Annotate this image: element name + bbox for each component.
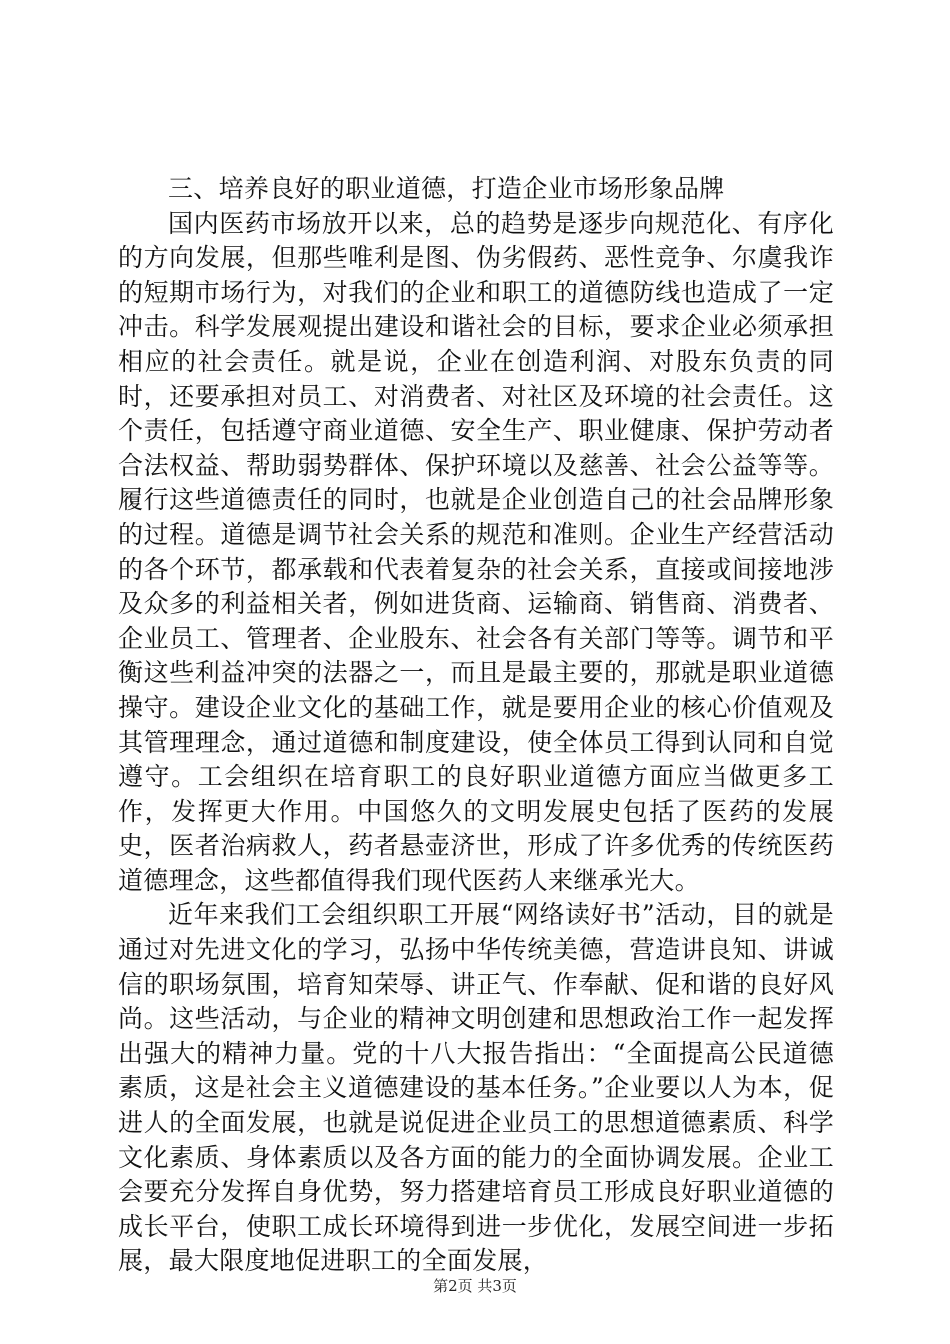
section-heading: 三、培养良好的职业道德，打造企业市场形象品牌: [168, 174, 725, 203]
paragraph-2: 近年来我们工会组织职工开展“网络读好书”活动，目的就是通过对先进文化的学习，弘扬中华传统美德，营造讲良知、讲诚信的职场氛围，培育知荣辱、讲正气、作奉献、促和谐的良好风尚。这些活动，与企业的精神文明创建和思想政治工作一起发挥出强大的精神力量。党的十八大报告指出：“全面提高公民道德素质，这是社会主义道德建设的基本任务。”企业要以人为本，促进人的全面发展，也就是说促进企业员工的思想道德素质、科学文化素质、身体素质以及各方面的能力的全面协调发展。企业工会要充分发挥自身优势，努力搭建培育员工形成良好职业道德的成长平台，使职工成长环境得到进一步优化，发展空间进一步拓展，最大限度地促进职工的全面发展，: [118, 900, 834, 1276]
document-body: [118, 172, 834, 1279]
paragraph-1: 国内医药市场放开以来，总的趋势是逐步向规范化、有序化的方向发展，但那些唯利是图、伪劣假药、恶性竞争、尔虞我诈的短期市场行为，对我们的企业和职工的道德防线也造成了一定冲击。科学发展观提出建设和谐社会的目标，要求企业必须承担相应的社会责任。就是说，企业在创造利润、对股东负责的同时，还要承担对员工、对消费者、对社区及环境的社会责任。这个责任，包括遵守商业道德、安全生产、职业健康、保护劳动者合法权益、帮助弱势群体、保护环境以及慈善、社会公益等等。履行这些道德责任的同时，也就是企业创造自己的社会品牌形象的过程。道德是调节社会关系的规范和准则。企业生产经营活动的各个环节，都承载和代表着复杂的社会关系，直接或间接地涉及众多的利益相关者，例如进货商、运输商、销售商、消费者、企业员工、管理者、企业股东、社会各有关部门等等。调节和平衡这些利益冲突的法器之一，而且是最主要的，那就是职业道德操守。建设企业文化的基础工作，就是要用企业的核心价值观及其管理理念，通过道德和制度建设，使全体员工得到认同和自觉遵守。工会组织在培育职工的良好职业道德方面应当做更多工作，发挥更大作用。中国悠久的文明发展史包括了医药的发展史，医者治病救人，药者悬壶济世，形成了许多优秀的传统医药道德理念，这些都值得我们现代医药人来继承光大。: [118, 208, 834, 895]
page-footer: 第2页 共3页: [433, 1277, 517, 1295]
